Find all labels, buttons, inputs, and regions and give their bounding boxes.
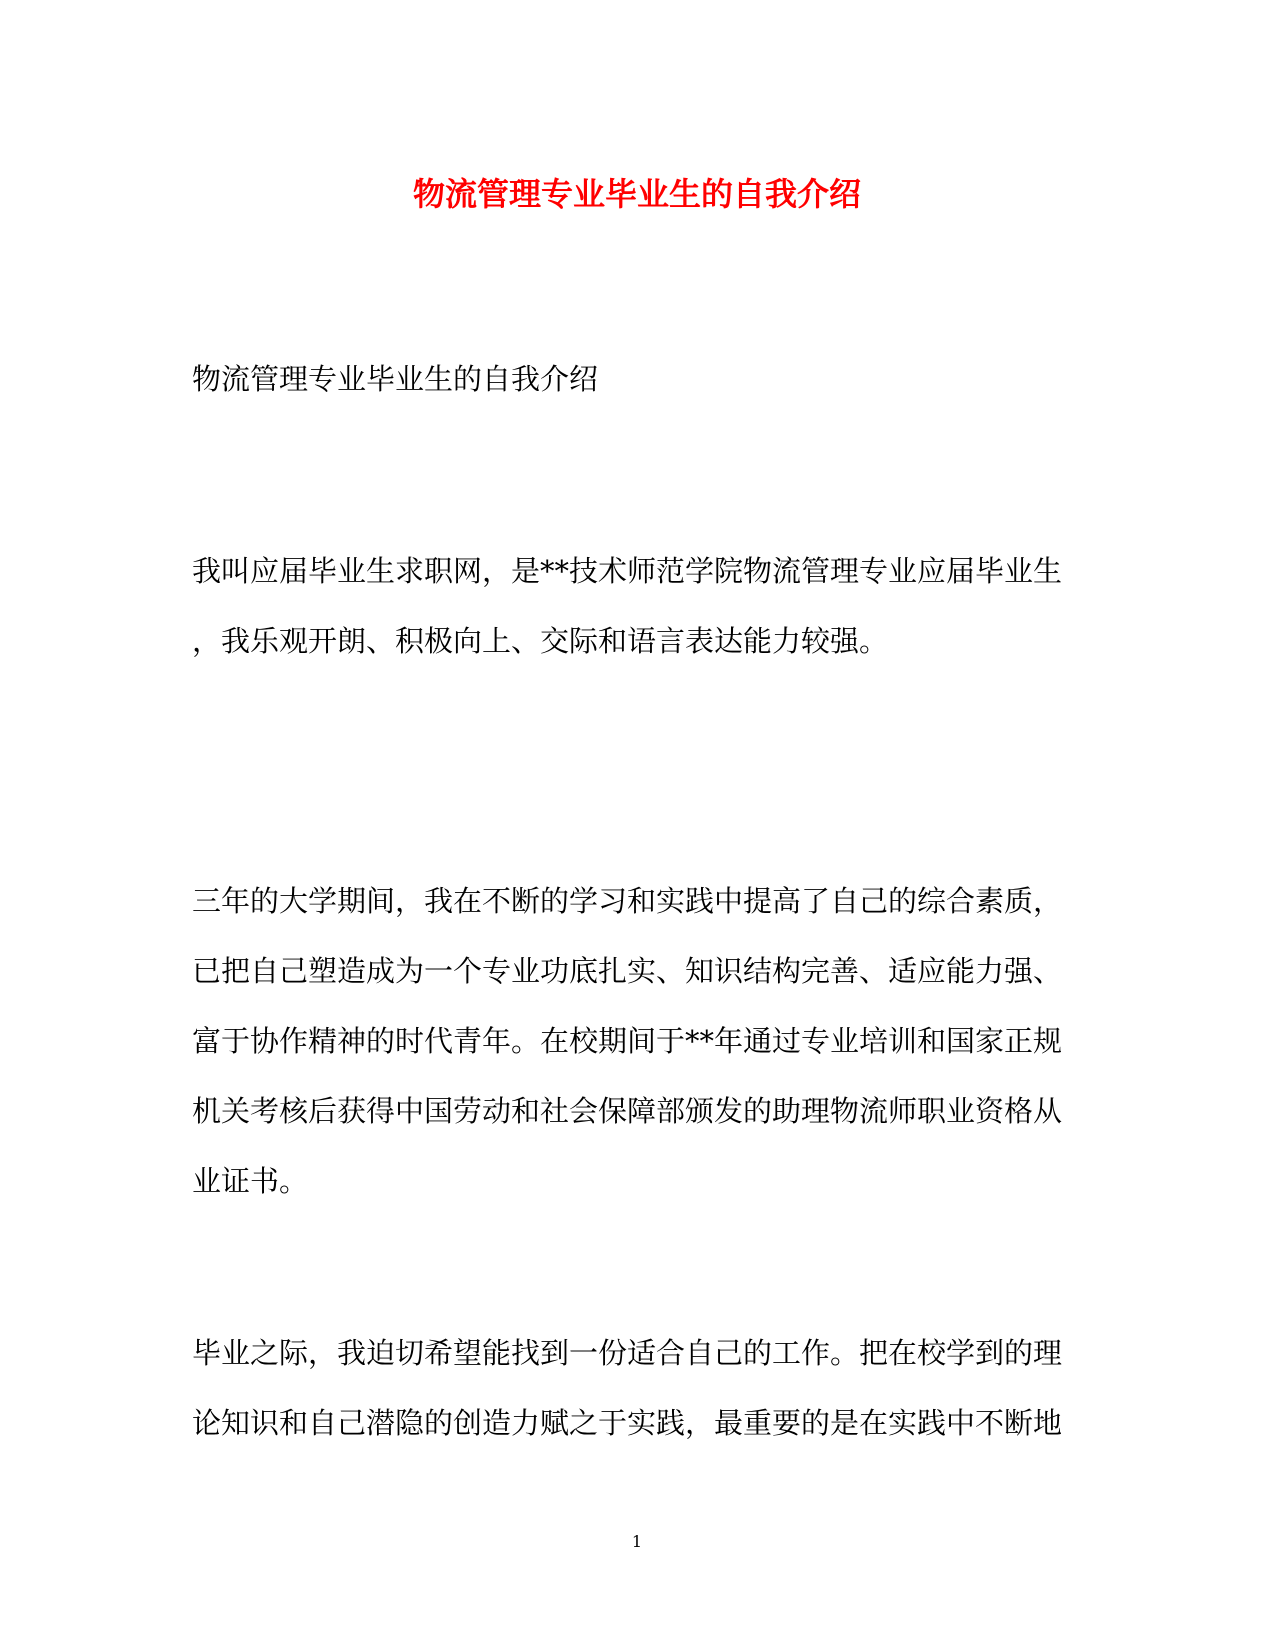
page-number: 1 — [631, 1532, 643, 1551]
paragraph-3 — [192, 1318, 1072, 1458]
paragraph-2 — [192, 866, 1072, 1216]
paragraph-1 — [192, 536, 1072, 676]
paragraph-2-line-1: 三年的大学期间，我在不断的学习和实践中提高了自己的综合素质， — [192, 884, 1063, 918]
paragraph-1-line-2: ，我乐观开朗、积极向上、交际和语言表达能力较强。 — [192, 624, 889, 658]
subtitle-text: 物流管理专业毕业生的自我介绍 — [192, 362, 599, 396]
document-subtitle — [192, 344, 1072, 414]
paragraph-2-line-4: 机关考核后获得中国劳动和社会保障部颁发的助理物流师职业资格从 — [192, 1094, 1063, 1128]
paragraph-2-line-3: 富于协作精神的时代青年。在校期间于**年通过专业培训和国家正规 — [192, 1024, 1063, 1058]
paragraph-3-line-1: 毕业之际，我迫切希望能找到一份适合自己的工作。把在校学到的理 — [192, 1336, 1063, 1370]
document-title: 物流管理专业毕业生的自我介绍 — [412, 175, 861, 213]
paragraph-2-line-5: 业证书。 — [192, 1164, 309, 1198]
paragraph-1-line-1: 我叫应届毕业生求职网，是**技术师范学院物流管理专业应届毕业生 — [192, 554, 1063, 588]
paragraph-2-line-2: 已把自己塑造成为一个专业功底扎实、知识结构完善、适应能力强、 — [192, 954, 1063, 988]
paragraph-3-line-2: 论知识和自己潜隐的创造力赋之于实践，最重要的是在实践中不断地 — [192, 1406, 1063, 1440]
